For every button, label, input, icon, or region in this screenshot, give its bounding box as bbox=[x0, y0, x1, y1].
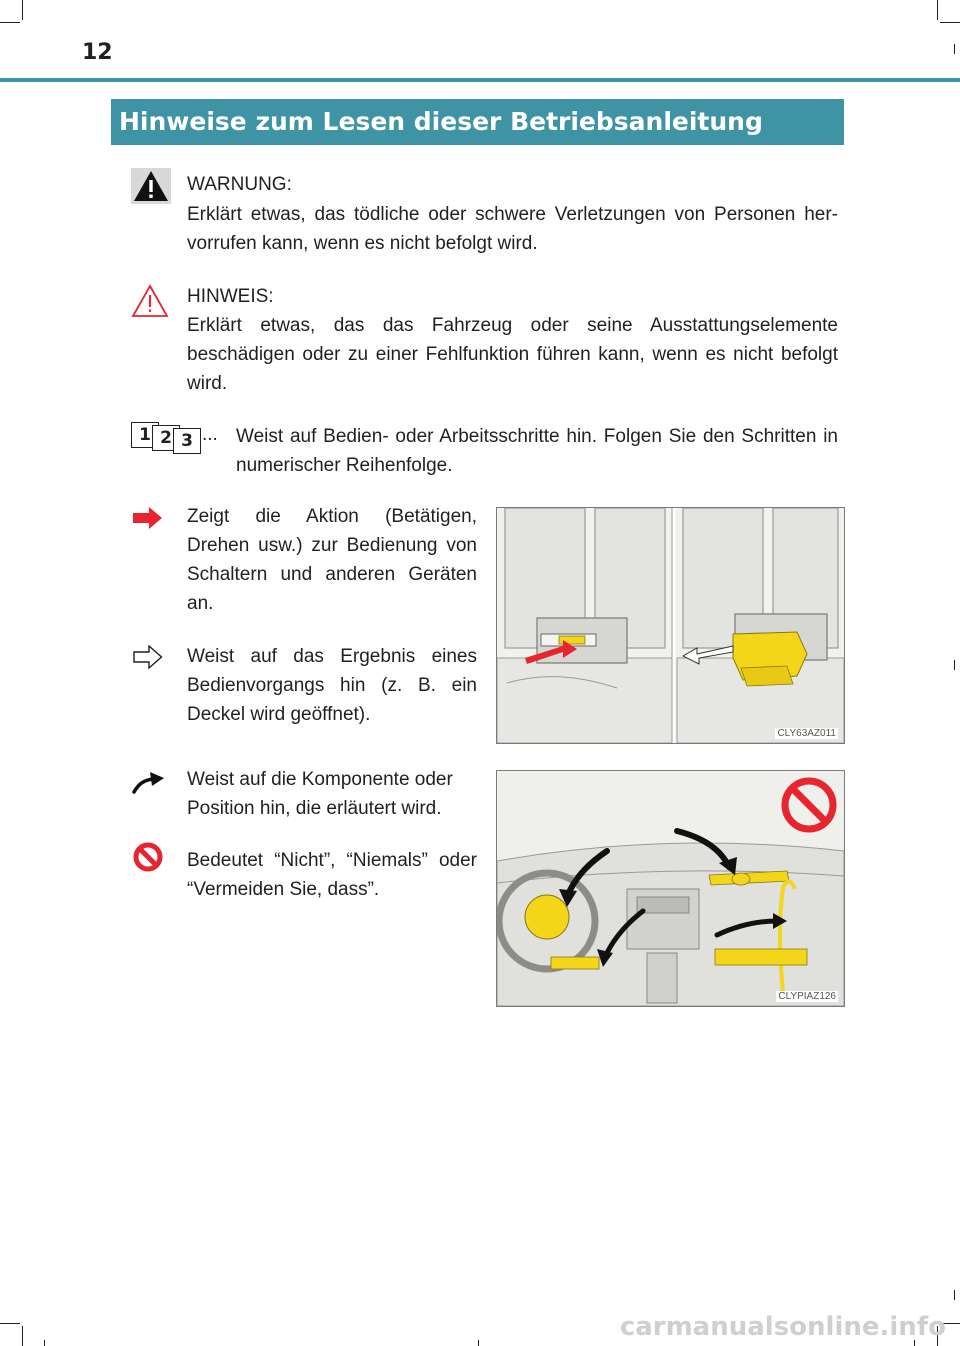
notice-triangle-icon bbox=[131, 284, 169, 318]
pointer-arrow-icon bbox=[131, 770, 165, 794]
warning-heading: WARNUNG: bbox=[187, 174, 292, 195]
armrest-illustration bbox=[497, 508, 844, 743]
step-badge: 1 bbox=[131, 422, 159, 448]
step-badges bbox=[131, 422, 201, 452]
steps-text: Weist auf Bedien- oder Arbeitsschritte hin. Folgen Sie den Schritten in numerischer Reihenfolge. bbox=[236, 426, 838, 476]
notice-heading: HINWEIS: bbox=[187, 286, 274, 307]
warning-triangle-icon bbox=[131, 168, 171, 204]
action-arrow-text: Zeigt die Aktion (Betätigen, Drehen usw.) zur Bedienung von Schaltern und anderen Geräten an. bbox=[187, 506, 477, 614]
warning-text: Erklärt etwas, das tödliche oder schwere Verletzungen von Personen her-vorrufen kann, wenn es nicht befolgt wird. bbox=[187, 204, 838, 254]
section-title: Hinweise zum Lesen dieser Betriebsanleitung bbox=[111, 99, 844, 145]
notice-text: Erklärt etwas, das das Fahrzeug oder seine Ausstattungselemente beschädigen oder zu einer Fehlfunktion führen kann, wenn es nicht befolgt wird. bbox=[187, 315, 838, 394]
step-badge: 3 bbox=[173, 428, 201, 454]
prohibition-text: Bedeutet “Nicht”, “Niemals” oder “Vermeiden Sie, dass”. bbox=[187, 850, 477, 900]
prohibition-icon bbox=[133, 842, 163, 872]
page-number: 12 bbox=[82, 40, 113, 65]
figure-code: CLY63AZ011 bbox=[777, 728, 836, 739]
result-arrow-text: Weist auf das Ergebnis eines Bedienvorgangs hin (z. B. ein Deckel wird geöffnet). bbox=[187, 646, 477, 725]
dashboard-figure bbox=[496, 770, 845, 1007]
watermark: carmanualsonline.info bbox=[619, 1312, 946, 1342]
steps-ellipsis: ... bbox=[202, 424, 218, 445]
dashboard-illustration bbox=[497, 771, 844, 1006]
red-action-arrow-icon bbox=[133, 507, 163, 529]
figure-code: CLYPIAZ126 bbox=[778, 991, 836, 1002]
pointer-text: Weist auf die Komponente oder Position hin, die erläutert wird. bbox=[187, 769, 453, 819]
outline-result-arrow-icon bbox=[133, 645, 163, 669]
header-rule bbox=[0, 78, 960, 82]
step-badge: 2 bbox=[152, 425, 180, 451]
armrest-figure bbox=[496, 507, 845, 744]
